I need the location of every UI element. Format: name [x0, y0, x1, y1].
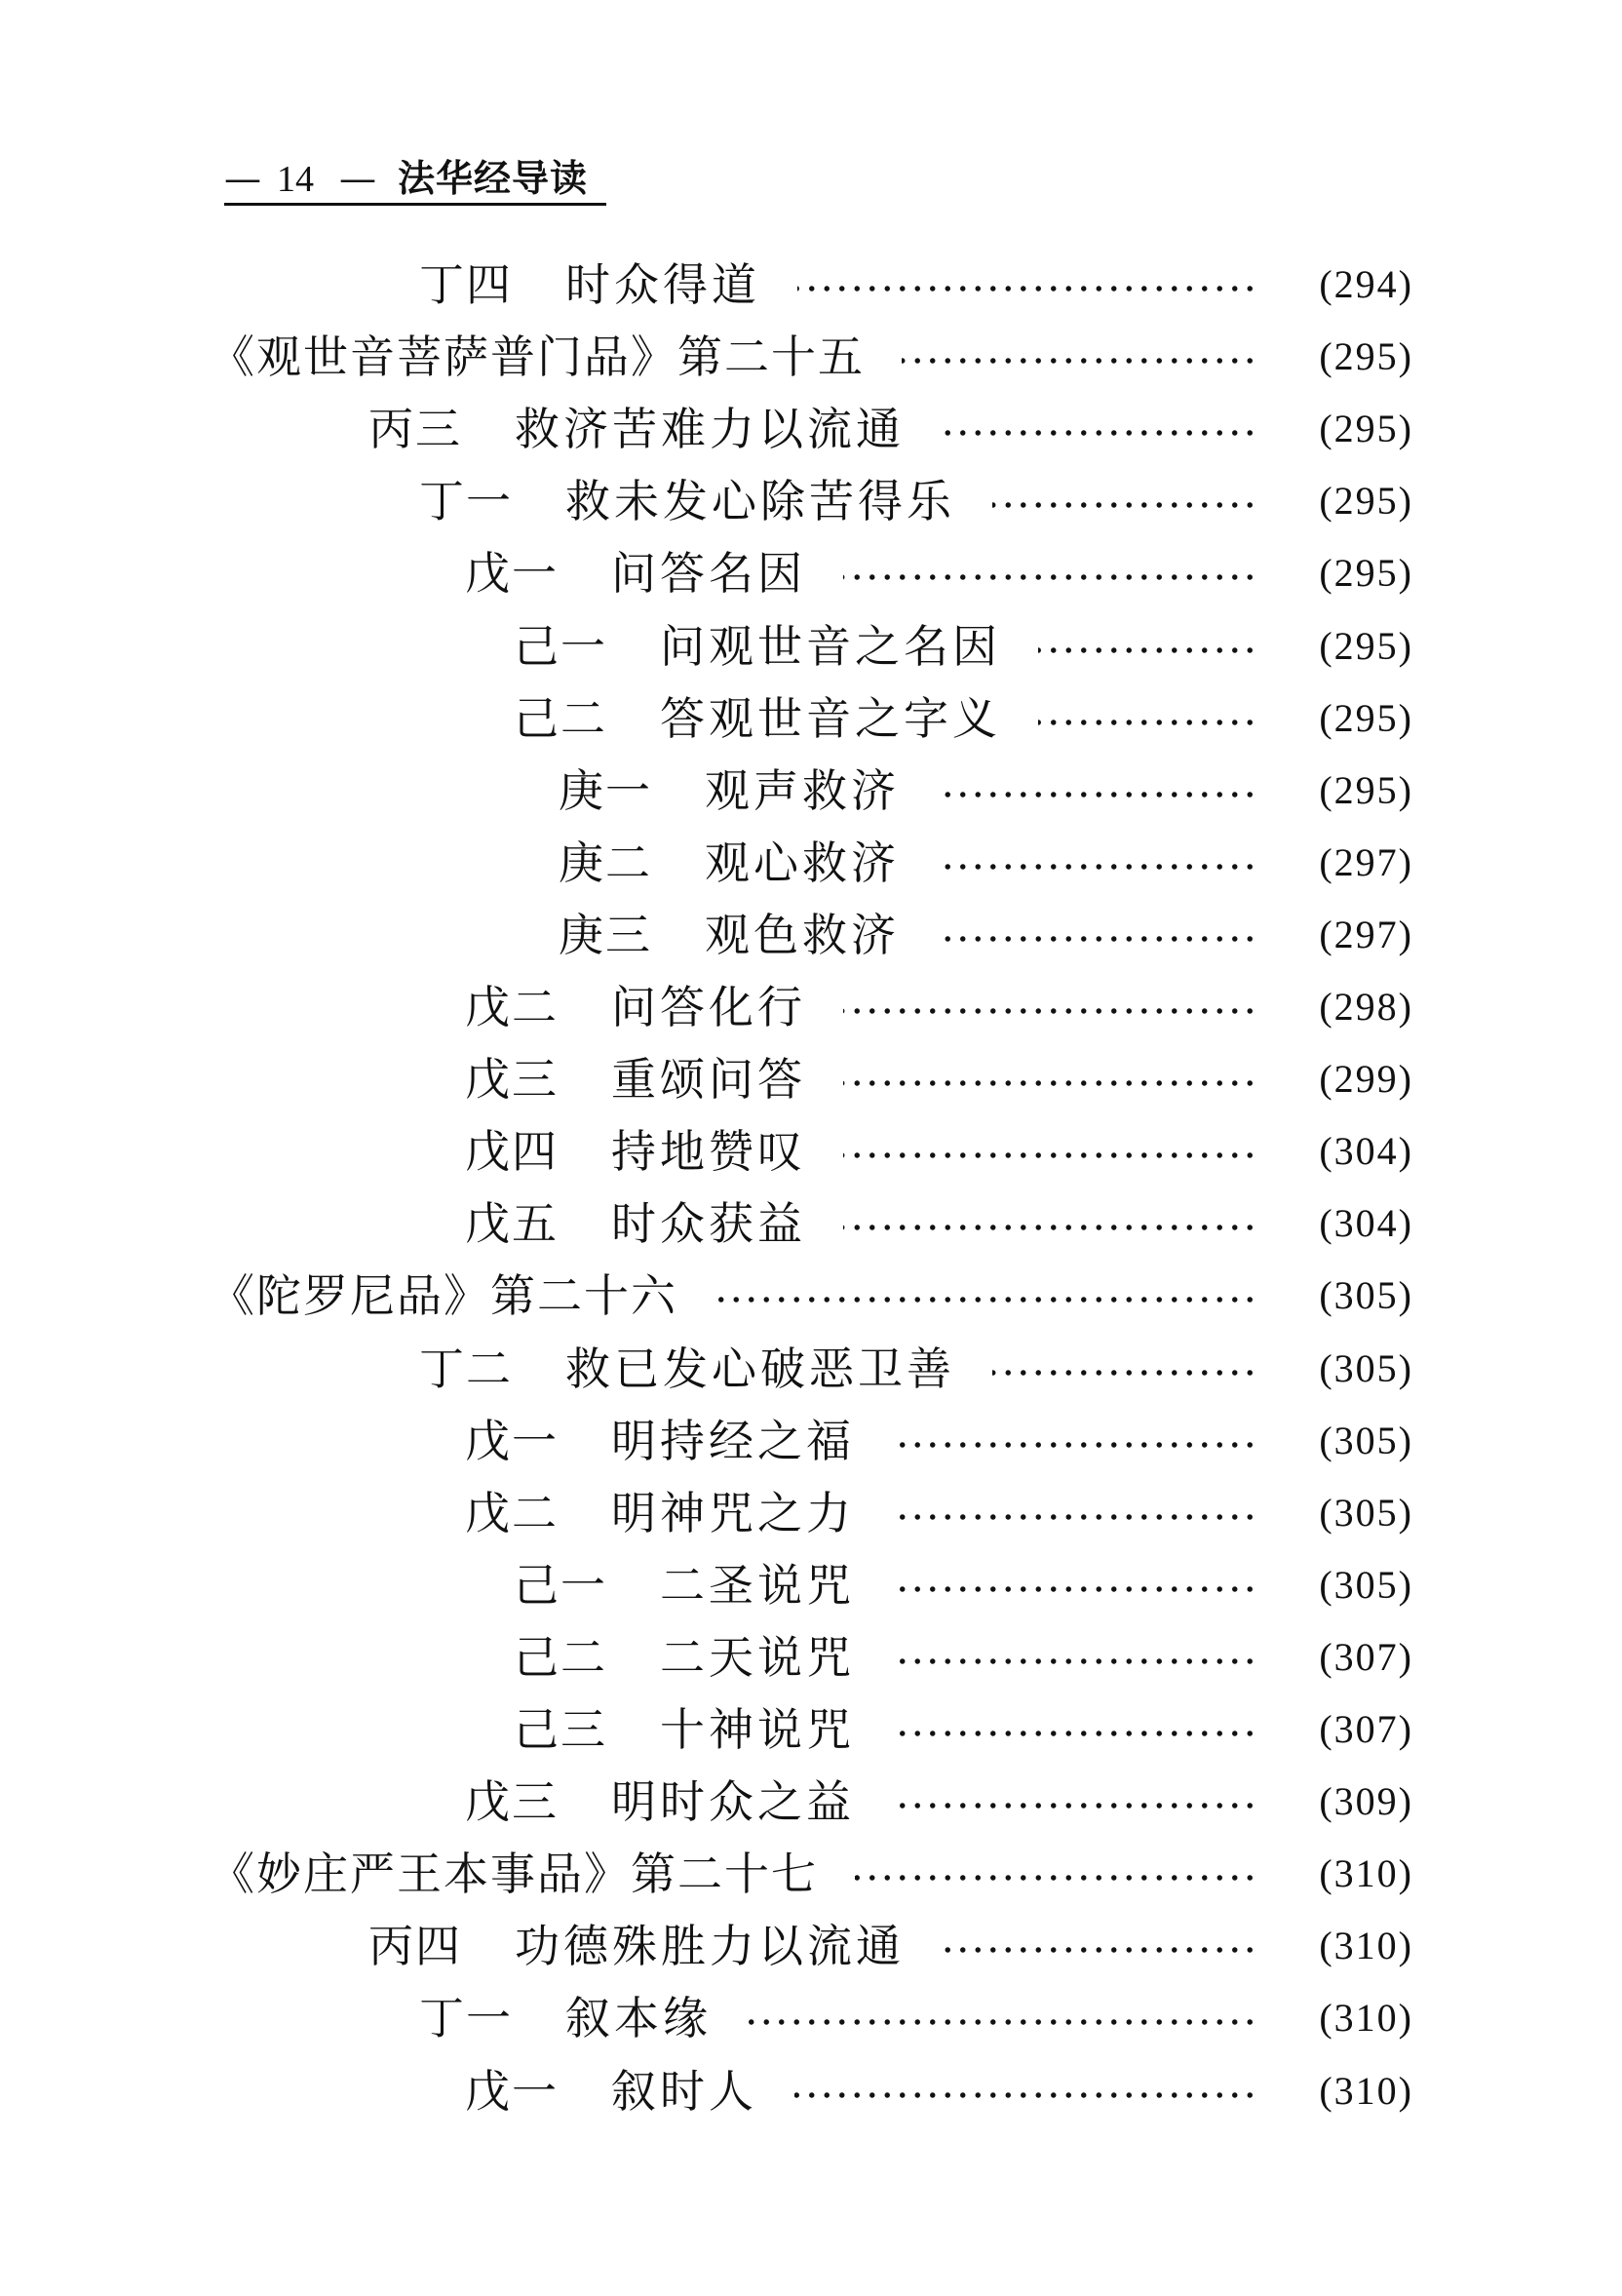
toc-entry-title: 救济苦难力以流通 — [515, 403, 905, 455]
toc-entry[interactable] — [210, 1265, 1413, 1327]
dot-leader — [942, 429, 1257, 437]
dot-leader — [843, 1007, 1257, 1015]
toc-entry-code: 丁一 — [419, 475, 513, 527]
dot-leader — [749, 2018, 1257, 2026]
toc-entry-title: 时众获益 — [611, 1197, 806, 1250]
dot-leader — [843, 1224, 1257, 1231]
toc-entry-title: 救未发心除苦得乐 — [565, 475, 955, 527]
toc-entry-page: (295) — [1319, 551, 1413, 595]
toc-entry-code: 丁二 — [419, 1343, 513, 1395]
toc-entry[interactable] — [368, 1915, 1413, 1977]
toc-entry[interactable] — [514, 1554, 1413, 1616]
dot-leader — [892, 1657, 1257, 1665]
toc-entry-code: 丁一 — [419, 1992, 513, 2044]
toc-entry-code: 己一 — [514, 1559, 607, 1612]
dot-leader — [1038, 719, 1257, 726]
toc-entry-code: 己三 — [514, 1703, 607, 1756]
dot-leader — [892, 1441, 1257, 1449]
dot-leader — [892, 1585, 1257, 1593]
toc-entry-page: (295) — [1319, 479, 1413, 523]
toc-entry[interactable] — [465, 542, 1413, 604]
toc-entry[interactable] — [465, 1410, 1413, 1472]
toc-entry[interactable] — [514, 1698, 1413, 1761]
toc-entry-page: (305) — [1319, 1419, 1413, 1462]
dot-leader — [892, 1730, 1257, 1737]
toc-entry-code: 庚二 — [559, 837, 652, 889]
toc-entry[interactable] — [559, 832, 1413, 894]
toc-entry-title: 重颂问答 — [611, 1053, 806, 1106]
toc-entry-code: 戊三 — [465, 1053, 559, 1106]
chapter-title: 《妙庄严王本事品》第二十七 — [210, 1848, 818, 1900]
toc-entry[interactable] — [559, 904, 1413, 966]
toc-entry-code: 庚一 — [559, 764, 652, 817]
toc-entry[interactable] — [465, 976, 1413, 1038]
toc-entry[interactable] — [514, 615, 1413, 678]
toc-entry-page: (295) — [1319, 768, 1413, 812]
toc-entry[interactable] — [465, 1120, 1413, 1183]
toc-entry-page: (294) — [1319, 262, 1413, 306]
dot-leader — [855, 1874, 1257, 1882]
dot-leader — [937, 863, 1257, 871]
toc-entry-title: 问答化行 — [611, 981, 806, 1033]
toc-entry-title: 答观世音之字义 — [660, 692, 1001, 745]
toc-entry-code: 戊三 — [465, 1775, 559, 1828]
toc-entry-title: 明持经之福 — [611, 1415, 855, 1467]
toc-entry-code: 己二 — [514, 692, 607, 745]
toc-entry[interactable] — [559, 759, 1413, 822]
toc-entry-page: (295) — [1319, 334, 1413, 378]
toc-entry-title: 救已发心破恶卫善 — [565, 1343, 955, 1395]
toc-entry-title: 观色救济 — [705, 909, 900, 961]
toc-entry[interactable] — [419, 470, 1413, 532]
toc-entry-code: 戊五 — [465, 1197, 559, 1250]
toc-entry-title: 持地赞叹 — [611, 1125, 806, 1178]
toc-entry[interactable] — [514, 1626, 1413, 1689]
chapter-title: 《观世音菩萨普门品》第二十五 — [210, 331, 865, 383]
toc-entry-title: 叙本缘 — [565, 1992, 712, 2044]
page-number: 14 — [277, 159, 314, 200]
toc-entry-page: (297) — [1319, 840, 1413, 884]
toc-entry-page: (298) — [1319, 985, 1413, 1029]
toc-entry[interactable] — [465, 1048, 1413, 1110]
toc-entry-page: (310) — [1319, 1996, 1413, 2040]
toc-entry-page: (307) — [1319, 1635, 1413, 1679]
header-dash-left: — — [224, 157, 261, 200]
toc-entry[interactable] — [419, 1338, 1413, 1400]
toc-entry-title: 观声救济 — [705, 764, 900, 817]
dot-leader — [937, 935, 1257, 943]
toc-entry-title: 二圣说咒 — [660, 1559, 855, 1612]
toc-entry-page: (309) — [1319, 1779, 1413, 1823]
toc-entry-page: (310) — [1319, 1851, 1413, 1895]
toc-entry-page: (307) — [1319, 1707, 1413, 1751]
dot-leader — [797, 285, 1257, 292]
dot-leader — [794, 2091, 1257, 2099]
toc-entry-title: 观心救济 — [705, 837, 900, 889]
toc-entry[interactable] — [368, 398, 1413, 460]
dot-leader — [1038, 646, 1257, 654]
toc-entry[interactable] — [210, 1843, 1413, 1905]
toc-entry-title: 二天说咒 — [660, 1631, 855, 1684]
toc-entry-page: (305) — [1319, 1491, 1413, 1535]
toc-entry-page: (299) — [1319, 1057, 1413, 1101]
toc-entry-code: 丁四 — [419, 258, 513, 311]
toc-entry[interactable] — [210, 326, 1413, 388]
toc-entry-page: (295) — [1319, 407, 1413, 450]
toc-entry[interactable] — [465, 2060, 1413, 2122]
dot-leader — [843, 573, 1257, 581]
toc-entry-page: (305) — [1319, 1273, 1413, 1317]
dot-leader — [892, 1802, 1257, 1810]
toc-entry[interactable] — [419, 1987, 1413, 2049]
toc-entry-page: (297) — [1319, 913, 1413, 956]
toc-entry-page: (310) — [1319, 1924, 1413, 1967]
toc-entry-title: 叙时人 — [611, 2065, 757, 2118]
toc-entry-page: (304) — [1319, 1129, 1413, 1173]
toc-entry-title: 问答名因 — [611, 547, 806, 600]
toc-entry-title: 时众得道 — [565, 258, 760, 311]
dot-leader — [992, 1369, 1257, 1377]
toc-entry-page: (305) — [1319, 1563, 1413, 1607]
dot-leader — [892, 1513, 1257, 1521]
toc-entry-page: (295) — [1319, 696, 1413, 740]
toc-entry-code: 戊四 — [465, 1125, 559, 1178]
toc-entry-title: 功德殊胜力以流通 — [515, 1920, 905, 1972]
toc-entry[interactable] — [465, 1192, 1413, 1255]
dot-leader — [843, 1151, 1257, 1159]
dot-leader — [714, 1296, 1257, 1304]
toc-entry-code: 戊二 — [465, 981, 559, 1033]
toc-entry-code: 戊一 — [465, 547, 559, 600]
dot-leader — [992, 501, 1257, 509]
header-dash-right: — — [339, 157, 376, 200]
chapter-title: 《陀罗尼品》第二十六 — [210, 1269, 677, 1322]
toc-entry[interactable] — [465, 1482, 1413, 1544]
toc-entry-page: (305) — [1319, 1346, 1413, 1390]
toc-entry-title: 明时众之益 — [611, 1775, 855, 1828]
dot-leader — [937, 791, 1257, 798]
toc-entry[interactable] — [465, 1771, 1413, 1833]
toc-entry-code: 戊一 — [465, 2065, 559, 2118]
toc-entry[interactable] — [514, 687, 1413, 750]
toc-entry-page: (310) — [1319, 2069, 1413, 2113]
toc-entry-title: 明神咒之力 — [611, 1487, 855, 1539]
toc-entry-code: 丙四 — [368, 1920, 462, 1972]
toc-entry-code: 庚三 — [559, 909, 652, 961]
toc-entry-code: 己二 — [514, 1631, 607, 1684]
toc-entry-code: 己一 — [514, 620, 607, 673]
dot-leader — [942, 1946, 1257, 1954]
toc-entry[interactable] — [419, 253, 1413, 316]
dot-leader — [843, 1079, 1257, 1087]
toc-entry-code: 戊二 — [465, 1487, 559, 1539]
toc-entry-code: 丙三 — [368, 403, 462, 455]
toc-entry-title: 问观世音之名因 — [660, 620, 1001, 673]
dot-leader — [902, 357, 1257, 365]
book-title: 法华经导读 — [398, 157, 589, 200]
toc-entry-page: (295) — [1319, 624, 1413, 668]
toc-entry-code: 戊一 — [465, 1415, 559, 1467]
toc-entry-title: 十神说咒 — [660, 1703, 855, 1756]
toc-entry-page: (304) — [1319, 1201, 1413, 1245]
